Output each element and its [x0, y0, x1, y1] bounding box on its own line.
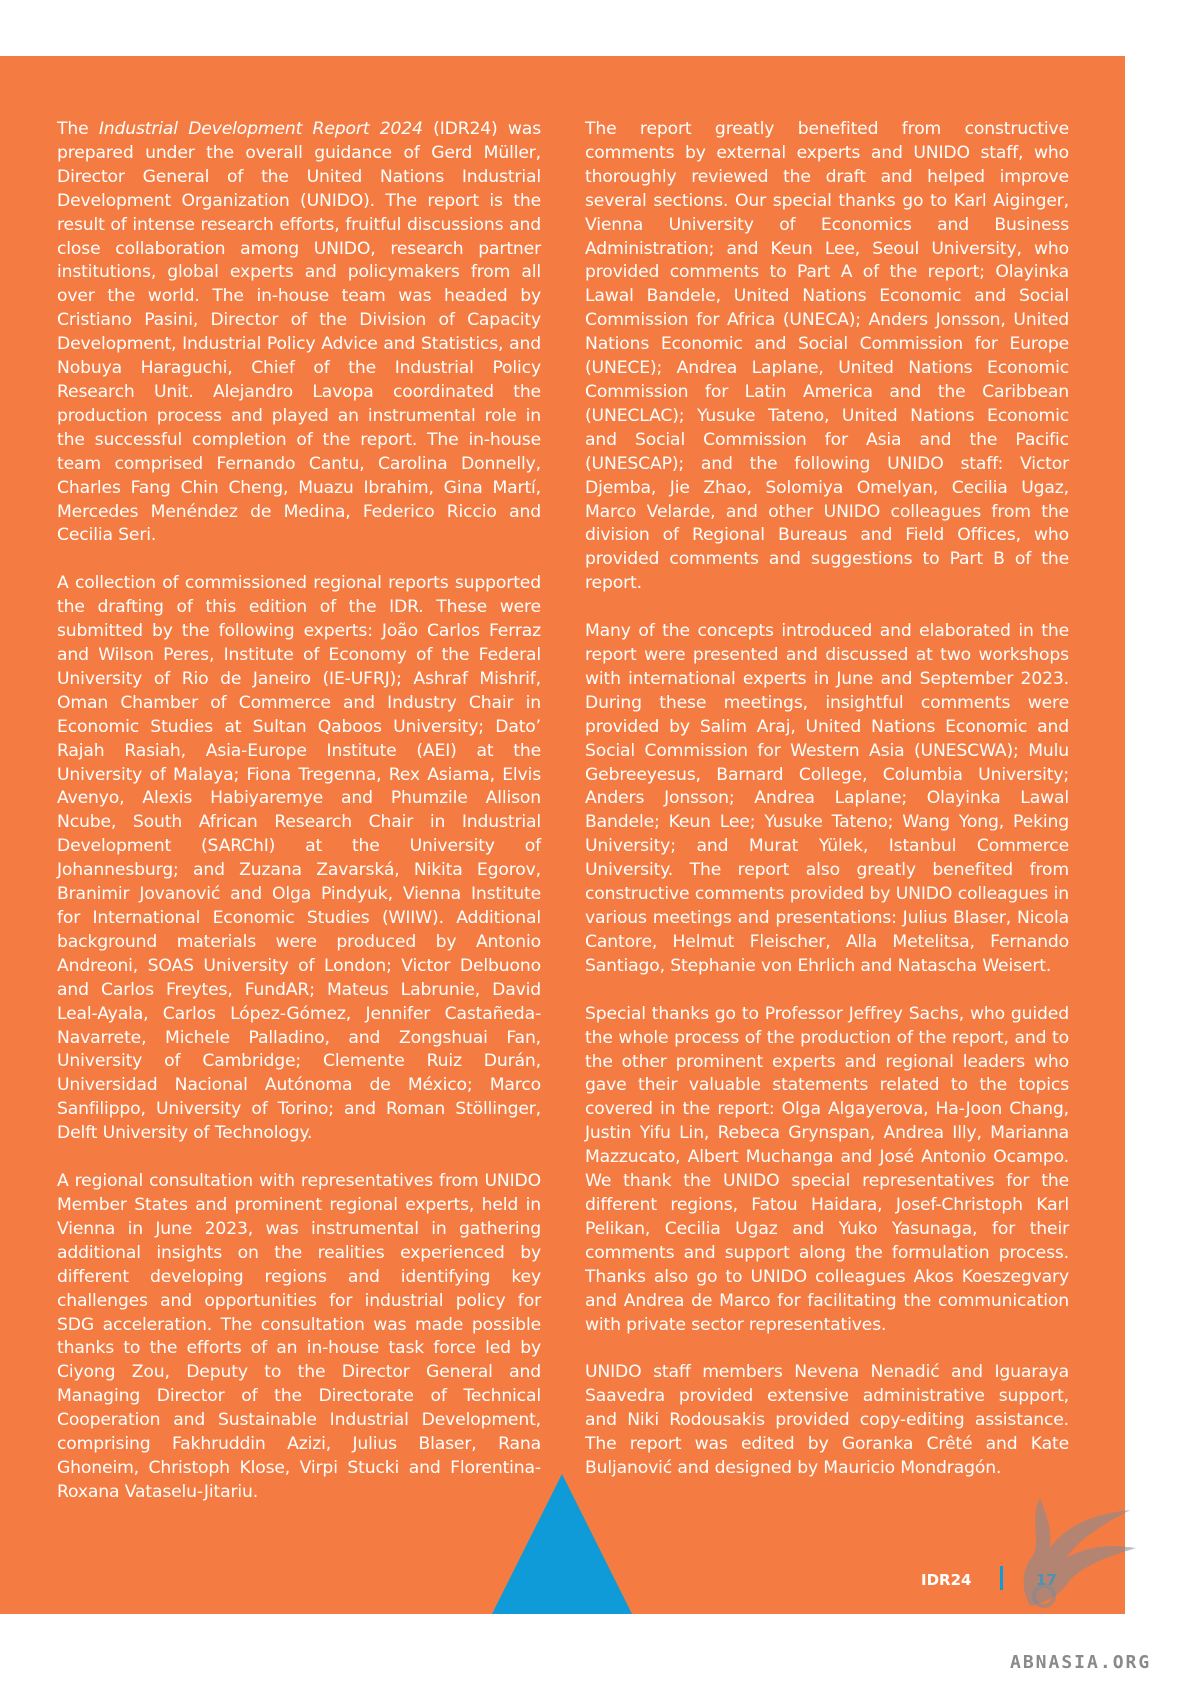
report-title: Industrial Development Report 2024 — [98, 119, 423, 139]
blue-triangle-decoration — [492, 1474, 632, 1614]
left-column — [57, 118, 541, 1529]
right-column — [585, 118, 1069, 1505]
paragraph-regional-consultation: A regional consultation with representatives from UNIDO Member States and prominent regional experts, held in Vienna in June 2023, was instrumental in gathering additional insights on the realities experienced by different developing regions and identifying key challenges and opportunities for industrial policy for SDG acceleration. The consultation was made possible thanks to the efforts of an in-house task force led by Ciyong Zou, Deputy to the Director General and Managing Director of the Directorate of Technical Cooperation and Sustainable Industrial Development, comprising Fakhruddin Azizi, Julius Blaser, Rana Ghoneim, Christoph Klose, Virpi Stucki and Florentina-Roxana Vataselu-Jitariu. — [57, 1171, 541, 1502]
paragraph-regional-reports: A collection of commissioned regional reports supported the drafting of this edition of the IDR. These were submitted by the following experts: João Carlos Ferraz and Wilson Peres, Institute of Economy of the Federal University of Rio de Janeiro (IE-UFRJ); Ashraf Mishrif, Oman Chamber of Commerce and Industry Chair in Economic Studies at Sultan Qaboos University; Dato’ Rajah Rasiah, Asia-Europe Institute (AEI) at the University of Malaya; Fiona Tregenna, Rex Asiama, Elvis Avenyo, Alexis Habiyaremye and Phumzile Allison Ncube, South African Research Chair in Industrial Development (SARChI) at the University of Johannesburg; and Zuzana Zavarská, Nikita Egorov, Branimir Jovanović and Olga Pindyuk, Vienna Institute for International Economic Studies (WIIW). Additional background materials were produced by Antonio Andreoni, SOAS University of London; Victor Delbuono and Carlos Freytes, FundAR; Mateus Labrunie, David Leal-Ayala, Carlos López-Gómez, Jennifer Castañeda-Navarrete, Michele Palladino, and Zongshuai Fan, University of Cambridge; Clemente Ruiz Durán, Universidad Nacional Autónoma de México; Marco Sanfilippo, University of Torino; and Roman Stöllinger, Delft University of Technology. — [57, 573, 541, 1144]
report-label: IDR24 — [921, 1571, 972, 1589]
paragraph-staff-support: UNIDO staff members Nevena Nenadić and Iguaraya Saavedra provided extensive administrative support, and Niki Rodousakis provided copy-editing assistance. The report was edited by Goranka Crêté and Kate Buljanović and designed by Mauricio Mondragón. — [585, 1362, 1069, 1479]
paragraph-workshops: Many of the concepts introduced and elaborated in the report were presented and discussed at two workshops with international experts in June and September 2023. During these meetings, insightful comments were provided by Salim Araj, United Nations Economic and Social Commission for Western Asia (UNESCWA); Mulu Gebreeyesus, Barnard College, Columbia University; Anders Jonsson; Andrea Laplane; Olayinka Lawal Bandele; Keun Lee; Yusuke Tateno; Wang Yong, Peking University; and Murat Yülek, Istanbul Commerce University. The report also greatly benefited from constructive comments provided by UNIDO colleagues in various meetings and presentations: Julius Blaser, Nicola Cantore, Helmut Fleischer, Alla Metelitsa, Fernando Santiago, Stephanie von Ehrlich and Natascha Weisert. — [585, 621, 1069, 976]
paragraph-external-comments: The report greatly benefited from constructive comments by external experts and UNIDO staff, who thoroughly reviewed the draft and helped improve several sections. Our special thanks go to Karl Aiginger, Vienna University of Economics and Business Administration; and Keun Lee, Seoul University, who provided comments to Part A of the report; Olayinka Lawal Bandele, United Nations Economic and Social Commission for Africa (UNECA); Anders Jonsson, United Nations Economic and Social Commission for Europe (UNECE); Andrea Laplane, United Nations Economic Commission for Latin America and the Caribbean (UNECLAC); Yusuke Tateno, United Nations Economic and Social Commission for Asia and the Pacific (UNESCAP); and the following UNIDO staff: Victor Djemba, Jie Zhao, Solomiya Omelyan, Cecilia Ugaz, Marco Velarde, and other UNIDO colleagues from the division of Regional Bureaus and Field Offices, who provided comments and suggestions to Part B of the report. — [585, 119, 1069, 594]
intro-rest: (IDR24) was prepared under the overall guidance of Gerd Müller, Director General of the United Nations Industrial Development Organization (UNIDO). The report is the result of intense research efforts, fruitful discussions and close collaboration among UNIDO, research partner institutions, global experts and policymakers from all over the world. The in-house team was headed by Cristiano Pasini, Director of the Division of Capacity Development, Industrial Policy Advice and Statistics, and Nobuya Haraguchi, Chief of the Industrial Policy Research Unit. Alejandro Lavopa coordinated the production process and played an instrumental role in the successful completion of the report. The in-house team comprised Fernando Cantu, Carolina Donnelly, Charles Fang Chin Cheng, Muazu Ibrahim, Gina Martí, Mercedes Menéndez de Medina, Federico Riccio and Cecilia Seri. — [57, 119, 541, 546]
paragraph-special-thanks: Special thanks go to Professor Jeffrey Sachs, who guided the whole process of the production of the report, and to the other prominent experts and regional leaders who gave their valuable statements related to the topics covered in the report: Olga Algayerova, Ha-Joon Chang, Justin Yifu Lin, Rebeca Grynspan, Andrea Illy, Marianna Mazzucato, Albert Muchanga and José Antonio Ocampo. We thank the UNIDO special representatives for the different regions, Fatou Haidara, Josef-Christoph Karl Pelikan, Cecilia Ugaz and Yuko Yasunaga, for their comments and support along the formulation process. Thanks also go to UNIDO colleagues Akos Koeszegvary and Andrea de Marco for facilitating the communication with private sector representatives. — [585, 1003, 1069, 1335]
intro-lead: The — [57, 119, 99, 139]
watermark-bird-icon — [1000, 1488, 1140, 1610]
paragraph-intro — [57, 118, 541, 548]
watermark-text: ABNASIA.ORG — [1010, 1652, 1152, 1673]
